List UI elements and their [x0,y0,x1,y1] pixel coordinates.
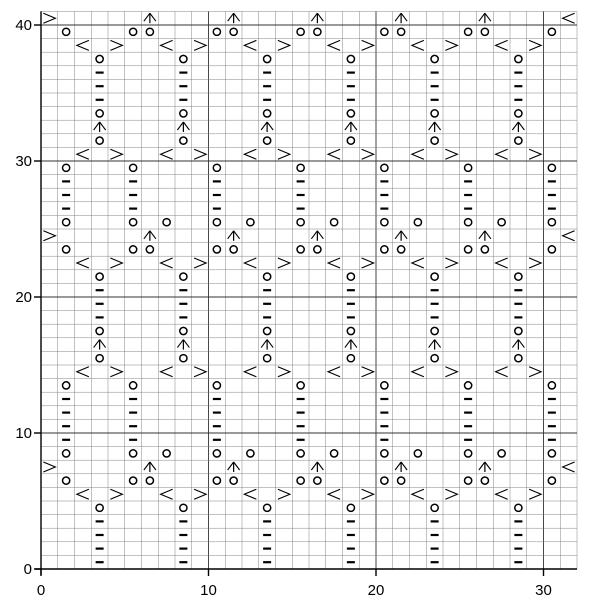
stitch-k2tog [161,40,173,50]
stitch-yo [431,137,438,144]
stitch-yo [163,219,170,226]
stitch-yo [465,382,472,389]
stitch-k2tog [496,489,508,499]
chart-axes [35,11,577,575]
stitch-yo [180,55,187,62]
stitch-yo [381,450,388,457]
x-tick-label: 20 [367,582,385,599]
stitch-yo [96,137,103,144]
stitch-yo [347,137,354,144]
stitch-yo [130,219,137,226]
stitch-yo [213,246,220,253]
stitch-cdd [345,340,357,350]
stitch-yo [381,28,388,35]
x-tick-label: 10 [200,582,217,599]
stitch-yo [230,246,237,253]
stitch-cdd [512,340,524,350]
stitch-k2tog [77,40,89,50]
stitch-yo [548,246,555,253]
stitch-yo [331,219,338,226]
stitch-cdd [429,340,441,350]
stitch-yo [213,450,220,457]
y-tick-label: 20 [15,289,32,306]
stitch-yo [381,164,388,171]
stitch-ssk [529,258,541,268]
stitch-yo [264,137,271,144]
chart-grid [41,11,577,569]
stitch-yo [247,450,254,457]
stitch-ssk [445,40,457,50]
stitch-ssk [110,367,122,377]
stitch-yo [314,246,321,253]
stitch-yo [130,164,137,171]
stitch-yo [180,504,187,511]
stitch-yo [213,382,220,389]
stitch-yo [481,28,488,35]
stitch-ssk [194,367,206,377]
stitch-yo [297,450,304,457]
stitch-yo [381,382,388,389]
stitch-k2tog [77,149,89,159]
stitch-yo [481,477,488,484]
stitch-k2tog [412,149,424,159]
stitch-ssk [278,258,290,268]
stitch-cdd [228,231,240,241]
stitch-yo [297,382,304,389]
stitch-ssk [278,367,290,377]
stitch-yo [264,504,271,511]
stitch-cdd [512,122,524,132]
stitch-k2tog [496,258,508,268]
stitch-yo [264,110,271,117]
stitch-k2tog [328,258,340,268]
stitch-cdd [311,462,323,472]
stitch-ssk [529,367,541,377]
stitch-yo [264,355,271,362]
stitch-yo [414,450,421,457]
stitch-k2tog [412,367,424,377]
stitch-k2tog [496,149,508,159]
stitch-yo [431,273,438,280]
stitch-yo [548,219,555,226]
stitch-yo [63,246,70,253]
stitch-cdd [261,340,273,350]
stitch-yo [431,55,438,62]
stitch-ssk [362,40,374,50]
stitch-k2tog [328,149,340,159]
stitch-yo [465,477,472,484]
stitch-ssk [362,149,374,159]
stitch-yo [180,110,187,117]
stitch-yo [398,477,405,484]
stitch-ssk [194,149,206,159]
stitch-yo [347,55,354,62]
stitch-yo [96,355,103,362]
stitch-cdd [395,462,407,472]
stitch-yo [465,450,472,457]
stitch-yo [548,28,555,35]
stitch-yo [515,55,522,62]
stitch-k2tog [77,489,89,499]
stitch-yo [230,28,237,35]
stitch-yo [381,219,388,226]
stitch-yo [465,246,472,253]
stitch-cdd [429,122,441,132]
stitch-yo [398,28,405,35]
stitch-yo [146,28,153,35]
stitch-k2tog [412,258,424,268]
stitch-yo [96,110,103,117]
y-tick-label: 30 [15,153,32,170]
stitch-k2tog [563,13,575,23]
stitch-k2tog [161,149,173,159]
stitch-yo [548,164,555,171]
stitch-yo [347,355,354,362]
stitch-cdd [228,13,240,23]
stitch-ssk [194,258,206,268]
stitch-yo [130,477,137,484]
stitch-ssk [110,489,122,499]
stitch-cdd [395,13,407,23]
stitch-k2tog [161,367,173,377]
stitch-ssk [110,40,122,50]
stitch-yo [515,504,522,511]
stitch-yo [163,450,170,457]
stitch-yo [314,28,321,35]
stitch-yo [331,450,338,457]
stitch-yo [180,355,187,362]
y-tick-label: 0 [23,561,32,578]
stitch-ssk [362,258,374,268]
stitch-yo [431,110,438,117]
stitch-cdd [311,13,323,23]
stitch-ssk [445,367,457,377]
stitch-cdd [479,231,491,241]
stitch-ssk [445,258,457,268]
stitch-yo [96,273,103,280]
stitch-yo [481,246,488,253]
stitch-yo [213,477,220,484]
stitch-k2tog [77,258,89,268]
stitch-yo [264,273,271,280]
x-tick-label: 30 [535,582,552,599]
stitch-ssk [194,489,206,499]
stitch-ssk [529,40,541,50]
stitch-yo [297,477,304,484]
stitch-yo [465,28,472,35]
stitch-yo [381,246,388,253]
stitch-k2tog [77,367,89,377]
stitch-cdd [228,462,240,472]
stitch-yo [347,110,354,117]
stitch-ssk [362,489,374,499]
stitch-cdd [395,231,407,241]
stitch-yo [213,28,220,35]
stitch-ssk [445,489,457,499]
stitch-cdd [144,13,156,23]
stitch-k2tog [412,489,424,499]
stitch-yo [96,55,103,62]
stitch-yo [96,327,103,334]
stitch-cdd [261,122,273,132]
stitch-yo [63,164,70,171]
stitch-yo [414,219,421,226]
stitch-yo [213,164,220,171]
stitch-yo [347,504,354,511]
stitch-cdd [479,462,491,472]
stitch-yo [515,110,522,117]
stitch-cdd [177,122,189,132]
stitch-yo [230,477,237,484]
stitch-k2tog [496,367,508,377]
stitch-k2tog [328,40,340,50]
stitch-yo [180,137,187,144]
stitch-cdd [311,231,323,241]
stitch-yo [264,327,271,334]
stitch-k2tog [496,40,508,50]
stitch-yo [297,246,304,253]
stitch-ssk [110,149,122,159]
stitch-cdd [345,122,357,132]
stitch-yo [63,219,70,226]
stitch-yo [63,382,70,389]
stitch-ssk [43,231,55,241]
stitch-yo [63,477,70,484]
stitch-k2tog [563,231,575,241]
stitch-cdd [94,340,106,350]
stitch-yo [213,219,220,226]
stitch-cdd [144,231,156,241]
stitch-yo [548,382,555,389]
stitch-k2tog [412,40,424,50]
stitch-k2tog [244,489,256,499]
x-axis-ticks [37,569,552,599]
stitch-k2tog [161,489,173,499]
stitch-yo [347,273,354,280]
stitch-yo [146,477,153,484]
stitch-yo [498,450,505,457]
stitch-yo [63,450,70,457]
y-axis-ticks [15,17,41,578]
stitch-yo [398,246,405,253]
stitch-yo [498,219,505,226]
stitch-cdd [94,122,106,132]
stitch-yo [431,504,438,511]
stitch-ssk [43,462,55,472]
x-tick-label: 0 [36,582,46,599]
stitch-k2tog [244,258,256,268]
stitch-yo [130,246,137,253]
stitch-yo [63,28,70,35]
stitch-yo [465,164,472,171]
stitch-k2tog [563,462,575,472]
stitch-yo [515,355,522,362]
stitch-ssk [529,489,541,499]
stitch-yo [96,504,103,511]
stitch-yo [130,450,137,457]
stitch-k2tog [244,367,256,377]
stitch-yo [297,164,304,171]
stitch-yo [465,219,472,226]
stitch-ssk [278,489,290,499]
stitch-yo [146,246,153,253]
stitch-cdd [144,462,156,472]
stitch-cdd [177,340,189,350]
stitch-yo [347,327,354,334]
stitch-yo [381,477,388,484]
stitch-yo [264,55,271,62]
stitch-yo [314,477,321,484]
stitch-k2tog [244,149,256,159]
stitch-ssk [194,40,206,50]
stitch-ssk [278,40,290,50]
stitch-yo [130,382,137,389]
stitch-yo [548,450,555,457]
stitch-yo [297,219,304,226]
stitch-k2tog [328,489,340,499]
stitch-yo [247,219,254,226]
stitch-yo [180,273,187,280]
stitch-yo [297,28,304,35]
stitch-yo [180,327,187,334]
stitch-yo [431,327,438,334]
stitch-yo [515,137,522,144]
stitch-k2tog [161,258,173,268]
stitch-k2tog [328,367,340,377]
stitch-yo [548,477,555,484]
stitch-yo [130,28,137,35]
stitch-k2tog [244,40,256,50]
stitch-cdd [479,13,491,23]
stitch-ssk [43,13,55,23]
stitch-ssk [445,149,457,159]
stitch-yo [515,327,522,334]
stitch-yo [515,273,522,280]
y-tick-label: 40 [15,17,32,34]
stitch-ssk [110,258,122,268]
stitch-yo [431,355,438,362]
stitch-ssk [278,149,290,159]
stitch-ssk [529,149,541,159]
y-tick-label: 10 [15,425,32,442]
stitch-ssk [362,367,374,377]
